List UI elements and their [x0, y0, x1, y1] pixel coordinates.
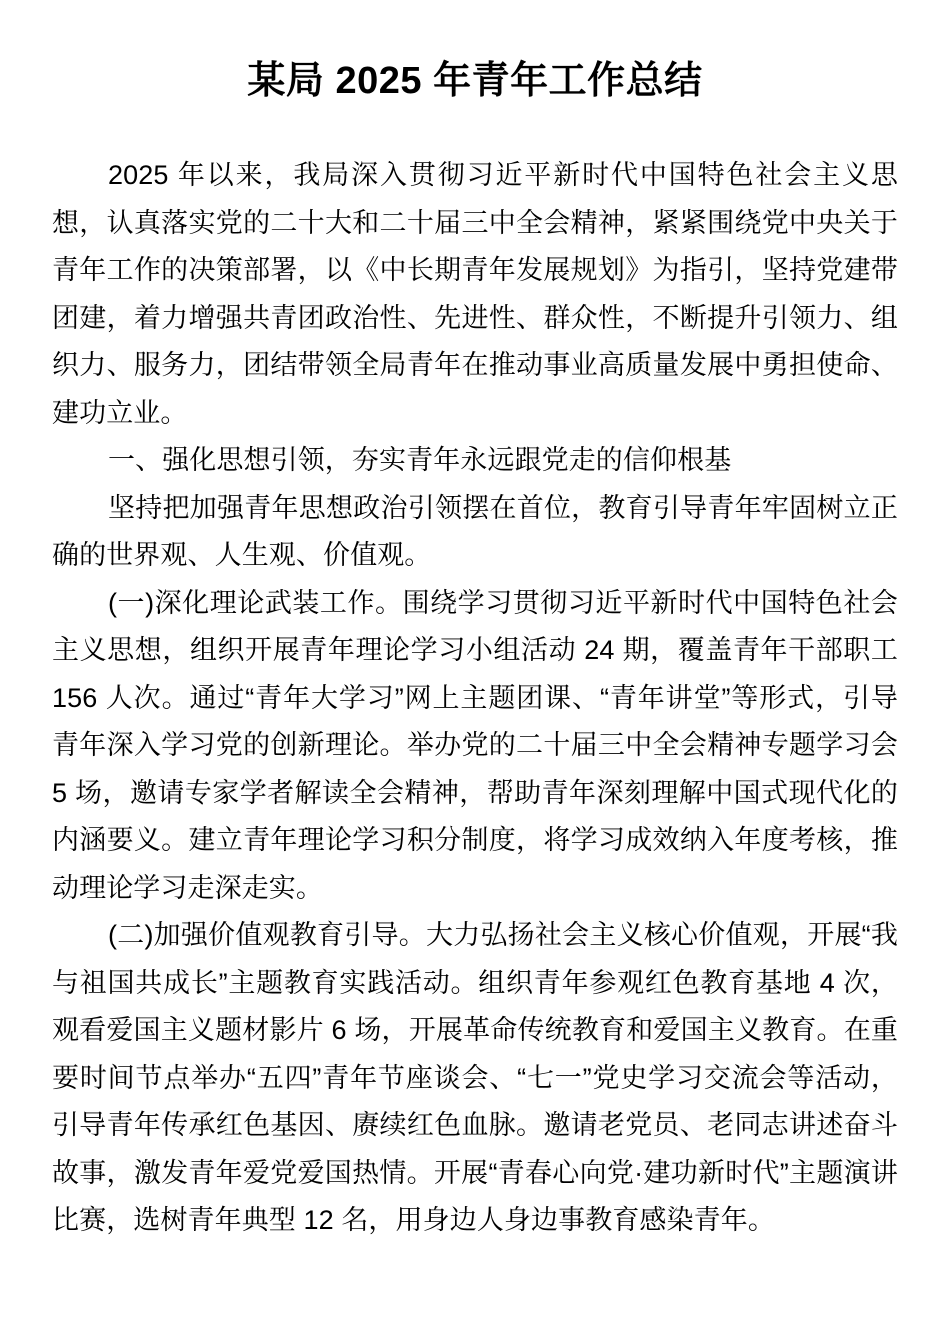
page-bottom-spacer [52, 1245, 898, 1246]
paragraph-section-1-lead: 坚持把加强青年思想政治引领摆在首位，教育引导青年牢固树立正确的世界观、人生观、价值观。 [52, 492, 898, 570]
page-title: 某局 2025 年青年工作总结 [247, 60, 703, 102]
paragraph-section-1-item-2: (二)加强价值观教育引导。大力弘扬社会主义核心价值观，开展“我与祖国共成长”主题教育实践活动。组织青年参观红色教育基地 4 次，观看爱国主义题材影片 6 场，开展革命传统教育和爱国主义教育。在重要时间节点举办“五四”青年节座谈会、“七一”党史学习交流会等活动，引导青年传承红色基因、赓续红色血脉。邀请老党员、老同志讲述奋斗故事，激发青年爱党爱国热情。开展“青春心向党·建功新时代”主题演讲比赛，选树青年典型 12 名，用身边人身边事教育感染青年。 [52, 920, 898, 1235]
document-body [52, 152, 898, 1245]
paragraph-section-1-item-1: (一)深化理论武装工作。围绕学习贯彻习近平新时代中国特色社会主义思想，组织开展青年理论学习小组活动 24 期，覆盖青年干部职工 156 人次。通过“青年大学习”网上主题团课、“青年讲堂”等形式，引导青年深入学习党的创新理论。举办党的二十届三中全会精神专题学习会 5 场，邀请专家学者解读全会精神，帮助青年深刻理解中国式现代化的内涵要义。建立青年理论学习积分制度，将学习成效纳入年度考核，推动理论学习走深走实。 [52, 587, 898, 903]
section-heading-1: 一、强化思想引领，夯实青年永远跟党走的信仰根基 [108, 445, 732, 475]
paragraph-intro: 2025 年以来，我局深入贯彻习近平新时代中国特色社会主义思想，认真落实党的二十大和二十届三中全会精神，紧紧围绕党中央关于青年工作的决策部署，以《中长期青年发展规划》为指引，坚持党建带团建，着力增强共青团政治性、先进性、群众性，不断提升引领力、组织力、服务力，团结带领全局青年在推动事业高质量发展中勇担使命、建功立业。 [52, 160, 898, 428]
